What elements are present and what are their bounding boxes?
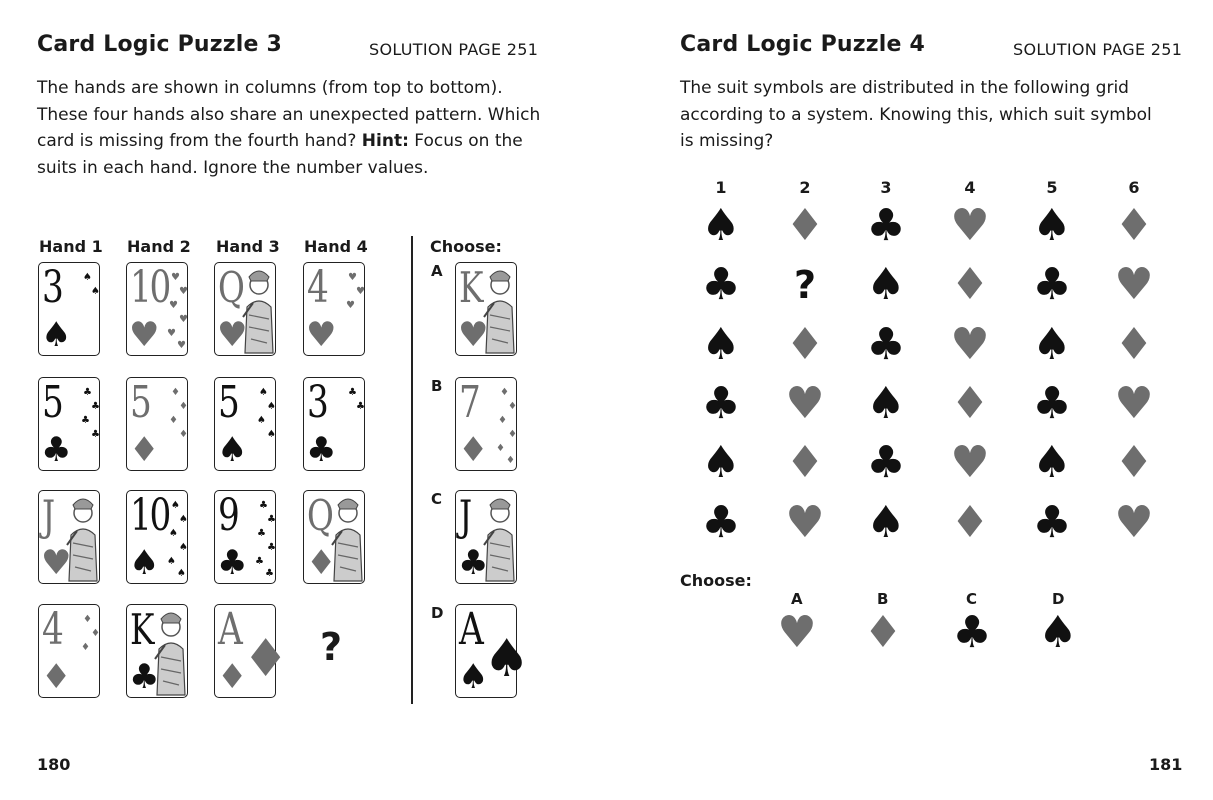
club-icon: ♣: [1032, 378, 1072, 429]
missing-symbol-question-mark: ?: [793, 263, 817, 307]
card-rank: 3: [42, 262, 62, 313]
hand-2-card-4: [126, 604, 188, 698]
hand-3-card-3: [214, 490, 276, 584]
hand-1-card-3: [38, 490, 100, 584]
heart-icon: ♥: [179, 314, 188, 325]
option-letter-b: B: [431, 377, 443, 395]
club-icon: ♣: [81, 415, 90, 426]
spade-icon: ♠: [483, 629, 530, 689]
column-number: 5: [1046, 178, 1058, 197]
hint-text: Focus on the: [408, 131, 523, 151]
heart-icon: ♥: [217, 315, 248, 355]
club-icon: ♣: [348, 387, 357, 398]
option-d-spade-icon[interactable]: ♠: [1038, 607, 1078, 658]
puzzle-4-solution-ref: SOLUTION PAGE 251: [1013, 40, 1183, 59]
club-icon: ♣: [306, 430, 337, 470]
spade-icon: ♠: [267, 429, 276, 440]
diamond-icon: ♦: [500, 387, 509, 398]
card-rank: 9: [218, 490, 238, 541]
hand-4-card-1: [303, 262, 365, 356]
club-icon: ♣: [255, 556, 264, 567]
card-rank: 5: [218, 377, 238, 428]
hand-3-card-2: [214, 377, 276, 471]
option-letter-d: D: [431, 604, 444, 622]
hint-label: Hint:: [361, 131, 409, 151]
column-number: 1: [715, 178, 727, 197]
heart-icon: ♥: [41, 543, 72, 583]
hand-1-card-2: [38, 377, 100, 471]
club-icon: ♣: [265, 568, 274, 579]
spade-icon: ♠: [866, 259, 906, 310]
instruction-line: according to a system. Knowing this, which suit symbol: [680, 104, 1152, 125]
card-rank: A: [459, 604, 482, 655]
heart-icon: ♥: [950, 200, 990, 251]
heart-icon: ♥: [1114, 378, 1154, 429]
column-number: 4: [964, 178, 976, 197]
option-card-c[interactable]: [455, 490, 517, 584]
heart-icon: ♥: [129, 315, 160, 355]
diamond-icon: ♦: [950, 378, 990, 429]
instruction-line: suits in each hand. Ignore the number values.: [37, 157, 429, 178]
diamond-icon: ♦: [1114, 200, 1154, 251]
diamond-icon: ♦: [81, 642, 90, 653]
instruction-line: These four hands also share an unexpected pattern. Which: [37, 104, 541, 125]
column-number: 6: [1128, 178, 1140, 197]
hand-3-header: Hand 3: [216, 237, 280, 256]
card-rank: 10: [130, 490, 169, 541]
column-number: 2: [799, 178, 811, 197]
club-icon: ♣: [1032, 497, 1072, 548]
diamond-icon: ♦: [179, 401, 188, 412]
option-letter-a: A: [431, 262, 443, 280]
instruction-line: [37, 128, 547, 155]
heart-icon: ♥: [1114, 259, 1154, 310]
hand-1-card-4: [38, 604, 100, 698]
heart-icon: ♥: [785, 378, 825, 429]
spade-icon: ♠: [458, 657, 489, 697]
option-card-d[interactable]: [455, 604, 530, 698]
club-icon: ♣: [356, 401, 365, 412]
spade-icon: ♠: [91, 286, 100, 297]
spade-icon: ♠: [257, 415, 266, 426]
spade-icon: ♠: [1032, 319, 1072, 370]
diamond-icon: ♦: [41, 657, 72, 697]
heart-icon: ♥: [171, 272, 180, 283]
club-icon: ♣: [1032, 259, 1072, 310]
card-rank: 5: [130, 377, 150, 428]
card-rank: K: [459, 263, 482, 312]
hand-3-card-4: [214, 604, 289, 698]
option-letter-b: B: [877, 590, 889, 608]
spade-icon: ♠: [171, 500, 180, 511]
club-icon: ♣: [129, 657, 160, 697]
puzzle-3-title: Card Logic Puzzle 3: [37, 32, 282, 57]
instruction-line: The suit symbols are distributed in the following grid: [680, 78, 1129, 98]
heart-icon: ♥: [167, 328, 176, 339]
spade-icon: ♠: [866, 378, 906, 429]
hand-2-header: Hand 2: [127, 237, 191, 256]
card-rank: Q: [218, 263, 243, 312]
heart-icon: ♥: [458, 315, 489, 355]
option-letter-c: C: [966, 590, 978, 608]
diamond-icon: ♦: [498, 415, 507, 426]
instruction-text: card is missing from the fourth hand?: [37, 131, 357, 151]
card-rank: 5: [42, 377, 62, 428]
diamond-icon: ♦: [950, 259, 990, 310]
puzzle-4-instructions: [680, 75, 1180, 155]
spade-icon: ♠: [701, 319, 741, 370]
card-rank: K: [130, 605, 153, 654]
hand-1-card-1: [38, 262, 100, 356]
card-rank: 3: [307, 377, 327, 428]
club-icon: ♣: [91, 429, 100, 440]
hand-2-card-3: [126, 490, 188, 584]
missing-card-question-mark: ?: [320, 625, 343, 669]
diamond-icon: ♦: [1114, 437, 1154, 488]
club-icon: ♣: [257, 528, 266, 539]
diamond-icon: ♦: [91, 628, 100, 639]
page-number-left: 180: [37, 755, 71, 774]
club-icon: ♣: [701, 378, 741, 429]
heart-icon: ♥: [179, 286, 188, 297]
spade-icon: ♠: [701, 437, 741, 488]
spade-icon: ♠: [129, 543, 160, 583]
diamond-icon: ♦: [785, 200, 825, 251]
club-icon: ♣: [259, 500, 268, 511]
diamond-icon: ♦: [179, 429, 188, 440]
heart-icon: ♥: [348, 272, 357, 283]
spade-icon: ♠: [179, 514, 188, 525]
option-letter-d: D: [1052, 590, 1065, 608]
hand-2-card-1: [126, 262, 188, 356]
option-a-heart-icon[interactable]: ♥: [777, 607, 817, 658]
card-rank: J: [459, 491, 470, 540]
diamond-icon: ♦: [785, 437, 825, 488]
diamond-icon: ♦: [306, 543, 337, 583]
card-rank: 4: [42, 604, 62, 655]
option-b-diamond-icon[interactable]: ♦: [863, 607, 903, 658]
diamond-icon: ♦: [508, 429, 517, 440]
puzzle-4-title: Card Logic Puzzle 4: [680, 32, 925, 57]
hand-2-card-2: [126, 377, 188, 471]
heart-icon: ♥: [950, 319, 990, 370]
diamond-icon: ♦: [171, 387, 180, 398]
option-letter-a: A: [791, 590, 803, 608]
option-card-a[interactable]: [455, 262, 517, 356]
heart-icon: ♥: [306, 315, 337, 355]
instruction-line: The hands are shown in columns (from top to bottom).: [37, 78, 503, 98]
spade-icon: ♠: [1032, 437, 1072, 488]
spade-icon: ♠: [701, 200, 741, 251]
diamond-icon: ♦: [496, 443, 505, 454]
hand-1-header: Hand 1: [39, 237, 103, 256]
club-icon: ♣: [267, 514, 276, 525]
diamond-icon: ♦: [785, 319, 825, 370]
diamond-icon: ♦: [506, 455, 515, 466]
heart-icon: ♥: [169, 300, 178, 311]
puzzle-3-solution-ref: SOLUTION PAGE 251: [369, 40, 539, 59]
club-icon: ♣: [866, 437, 906, 488]
option-c-club-icon[interactable]: ♣: [952, 607, 992, 658]
spade-icon: ♠: [169, 528, 178, 539]
diamond-icon: ♦: [129, 430, 160, 470]
card-rank: 7: [459, 377, 479, 428]
spade-icon: ♠: [866, 497, 906, 548]
spade-icon: ♠: [83, 272, 92, 283]
card-rank: 4: [307, 262, 327, 313]
spade-icon: ♠: [1032, 200, 1072, 251]
hand-4-card-2: [303, 377, 365, 471]
choose-label-right: Choose:: [680, 571, 752, 590]
diamond-icon: ♦: [169, 415, 178, 426]
heart-icon: ♥: [356, 286, 365, 297]
club-icon: ♣: [41, 430, 72, 470]
club-icon: ♣: [458, 543, 489, 583]
diamond-icon: ♦: [950, 497, 990, 548]
card-rank: A: [218, 604, 241, 655]
diamond-icon: ♦: [217, 657, 248, 697]
spade-icon: ♠: [179, 542, 188, 553]
heart-icon: ♥: [1114, 497, 1154, 548]
heart-icon: ♥: [346, 300, 355, 311]
puzzle-3-instructions: [37, 75, 547, 181]
card-rank: Q: [307, 491, 332, 540]
diamond-icon: ♦: [1114, 319, 1154, 370]
spade-icon: ♠: [167, 556, 176, 567]
club-icon: ♣: [701, 497, 741, 548]
heart-icon: ♥: [177, 340, 186, 351]
club-icon: ♣: [83, 387, 92, 398]
heart-icon: ♥: [785, 497, 825, 548]
instruction-line: is missing?: [680, 131, 774, 151]
spade-icon: ♠: [41, 315, 72, 355]
hand-3-card-1: [214, 262, 276, 356]
spade-icon: ♠: [177, 568, 186, 579]
diamond-icon: ♦: [83, 614, 92, 625]
diamond-icon: ♦: [458, 430, 489, 470]
vertical-divider: [411, 236, 413, 704]
club-icon: ♣: [701, 259, 741, 310]
card-rank: 10: [130, 262, 169, 313]
card-rank: J: [42, 491, 53, 540]
hand-4-card-3: [303, 490, 365, 584]
hand-4-header: Hand 4: [304, 237, 368, 256]
diamond-icon: ♦: [242, 629, 289, 689]
club-icon: ♣: [267, 542, 276, 553]
spade-icon: ♠: [217, 430, 248, 470]
diamond-icon: ♦: [508, 401, 517, 412]
page-number-right: 181: [1149, 755, 1183, 774]
option-card-b[interactable]: [455, 377, 517, 471]
choose-label: Choose:: [430, 237, 502, 256]
club-icon: ♣: [866, 319, 906, 370]
column-number: 3: [880, 178, 892, 197]
heart-icon: ♥: [950, 437, 990, 488]
club-icon: ♣: [91, 401, 100, 412]
club-icon: ♣: [866, 200, 906, 251]
club-icon: ♣: [217, 543, 248, 583]
spade-icon: ♠: [267, 401, 276, 412]
spade-icon: ♠: [259, 387, 268, 398]
option-letter-c: C: [431, 490, 443, 508]
